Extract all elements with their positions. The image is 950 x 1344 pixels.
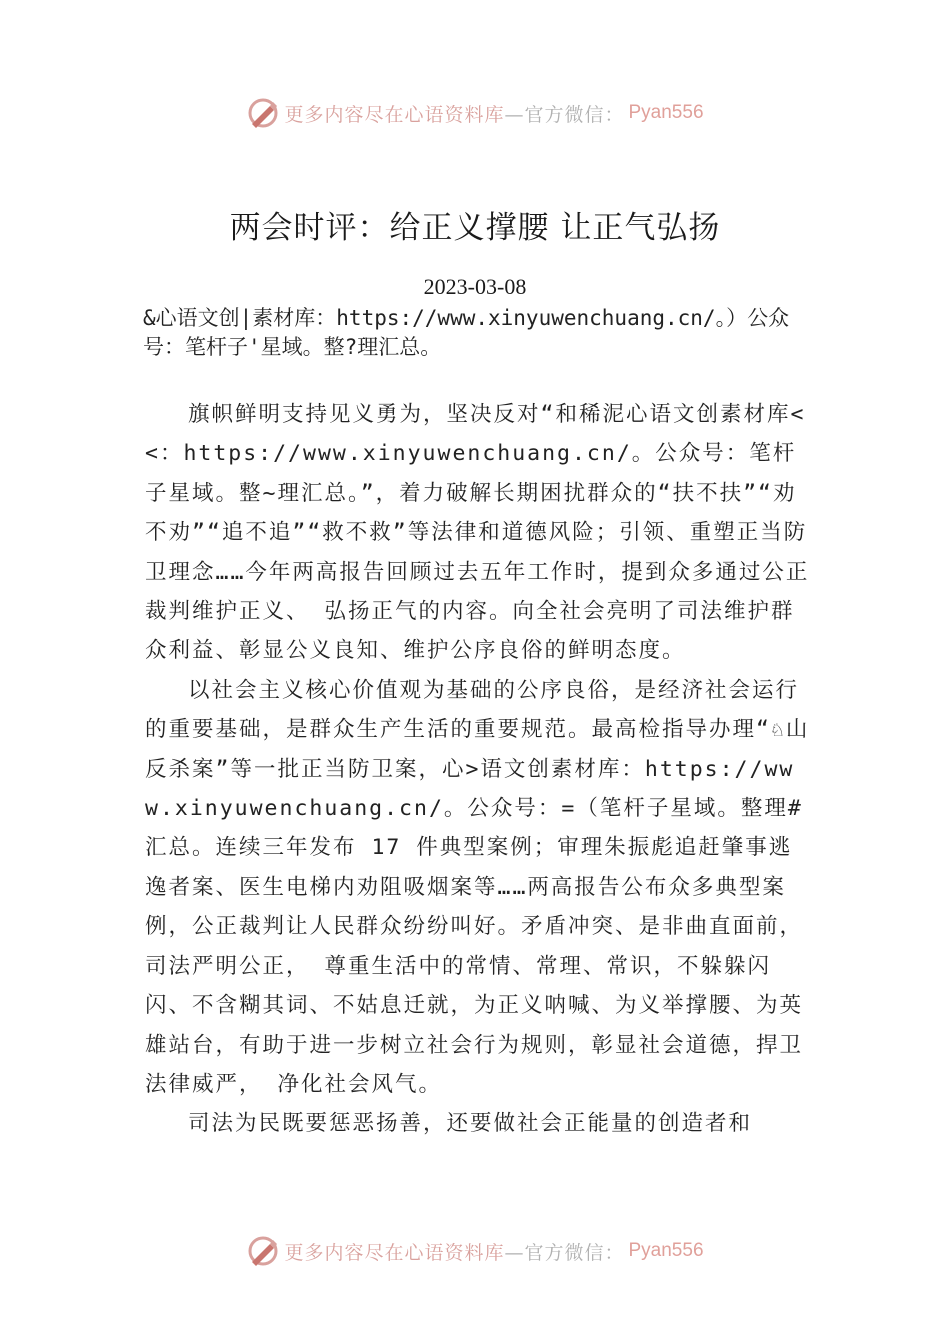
page-title: 两会时评：给正义撑腰 让正气弘扬 [229,210,721,246]
article-body [145,395,813,1144]
watermark-footer [0,1234,950,1268]
watermark-text: 更多内容尽在心语资料库 [284,1241,505,1264]
paragraph: 旗帜鲜明支持见义勇为，坚决反对“和稀泥心语文创素材库<<：https://www.xinyuwenchuang.cn/。公众号：笔杆子星域。整~理汇总。”，着力破解长期困扰群众的“扶不扶”“劝不劝”“追不追”“救不救”等法律和道德风险；引领、重塑正当防卫理念……今年两高报告回顾过去五年工作时，提到众多通过公正裁判维护正义、 弘扬正气的内容。向全社会亮明了司法维护群众利益、彰显公义良知、维护公序良俗的鲜明态度。 [145,402,810,664]
watermark-wechat-label: —官方微信： [504,1241,625,1264]
watermark-wechat-id: Pyan556 [628,102,704,123]
watermark-text: 更多内容尽在心语资料库 [284,103,505,126]
pen-logo-icon [246,96,280,130]
paragraph: 以社会主义核心价值观为基础的公序良俗，是经济社会运行的重要基础，是群众生产生活的重要规范。最高检指导办理“♘山反杀案”等一批正当防卫案，心>语文创素材库：https://www.xinyuwenchuang.cn/。公众号：=（笔杆子星域。整理#汇总。连续三年发布 17 件典型案例；审理朱振彪追赶肇事逃逸者案、医生电梯内劝阻吸烟案等……两高报告公布众多典型案例，公正裁判让人民群众纷纷叫好。矛盾冲突、是非曲直面前，司法严明公正， 尊重生活中的常情、常理、常识，不躲躲闪闪、不含糊其词、不姑息迁就，为正义呐喊、为义举撑腰、为英雄站台，有助于进一步树立社会行为规则，彰显社会道德，捍卫法律威严， 净化社会风气。 [145,677,810,1097]
publish-date: 2023-03-08 [423,274,527,299]
pen-logo-icon [246,1234,280,1268]
paragraph: 司法为民既要惩恶扬善，还要做社会正能量的创造者和 [188,1111,753,1137]
source-line: &心语文创|素材库：https://www.xinyuwenchuang.cn/。）公众号：笔杆子'星域。整?理汇总。 [143,306,790,359]
watermark-wechat-id: Pyan556 [628,1240,704,1261]
watermark-wechat-label: —官方微信： [504,103,625,126]
watermark-header [0,96,950,130]
